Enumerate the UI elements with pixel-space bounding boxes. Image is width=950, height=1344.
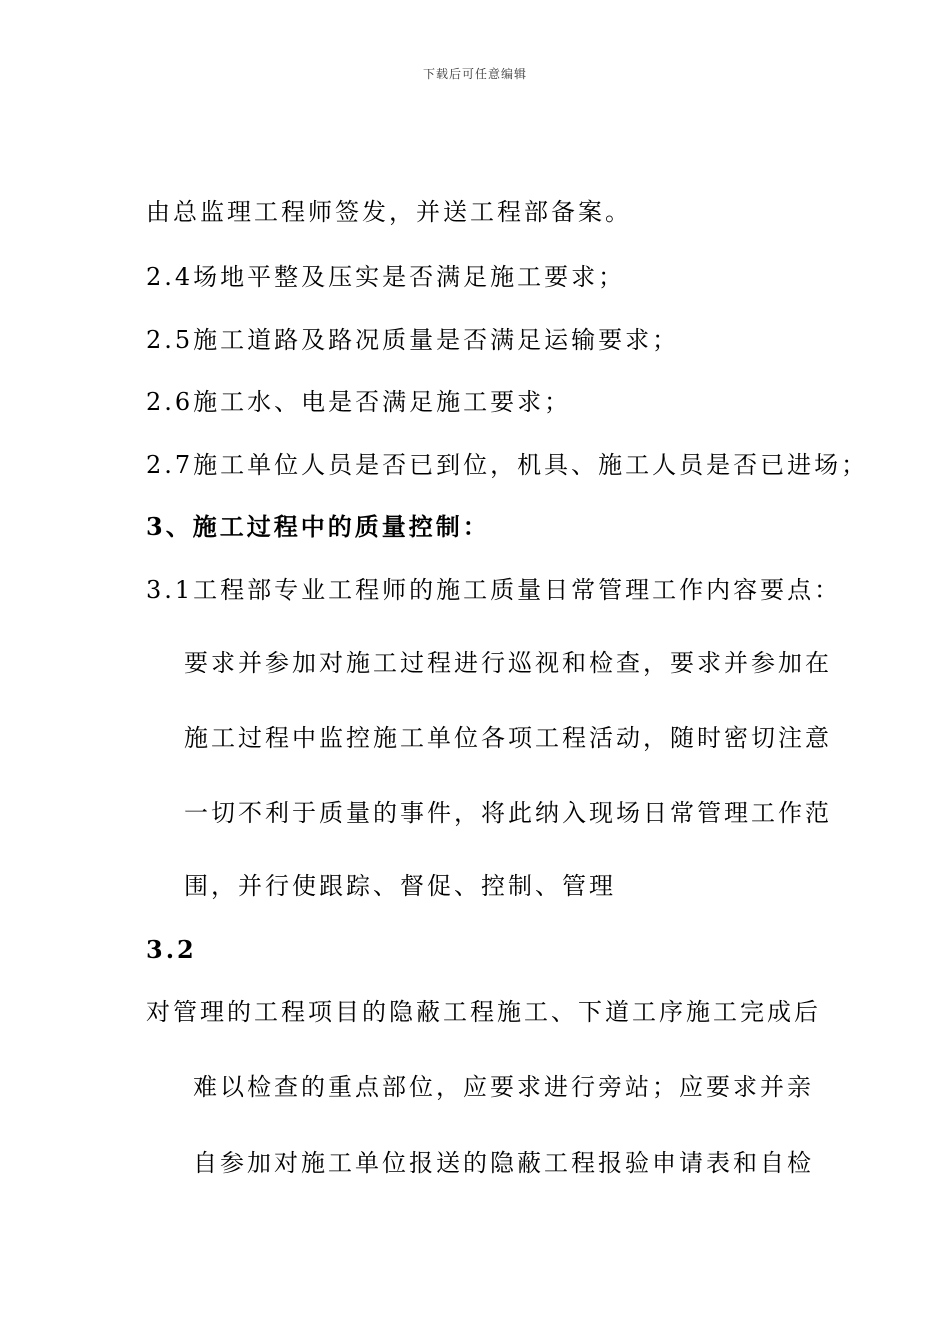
section-number-3-2: 3.2 [146,935,197,964]
body-line-10: 一切不利于质量的事件，将此纳入现场日常管理工作范 [184,799,832,827]
body-line-4: 2.6施工水、电是否满足施工要求； [146,388,572,416]
body-line-2: 2.4场地平整及压实是否满足施工要求； [146,263,626,291]
body-line-5: 2.7施工单位人员是否已到位，机具、施工人员是否已进场； [146,451,869,479]
body-line-13: 对管理的工程项目的隐蔽工程施工、下道工序施工完成后 [146,998,821,1026]
body-line-15: 自参加对施工单位报送的隐蔽工程报验申请表和自检 [193,1149,814,1177]
body-line-3: 2.5施工道路及路况质量是否满足运输要求； [146,326,680,354]
body-line-14: 难以检查的重点部位，应要求进行旁站；应要求并亲 [193,1073,814,1101]
body-line-9: 施工过程中监控施工单位各项工程活动，随时密切注意 [184,724,832,752]
body-line-8: 要求并参加对施工过程进行巡视和检查，要求并参加在 [184,649,832,677]
body-line-7: 3.1工程部专业工程师的施工质量日常管理工作内容要点： [146,576,842,604]
section-heading-3: 3、施工过程中的质量控制： [146,512,490,541]
page-header-note: 下载后可任意编辑 [422,67,527,81]
body-line-11: 围，并行使跟踪、督促、控制、管理 [184,872,616,900]
body-line-1: 由总监理工程师签发，并送工程部备案。 [146,198,632,226]
